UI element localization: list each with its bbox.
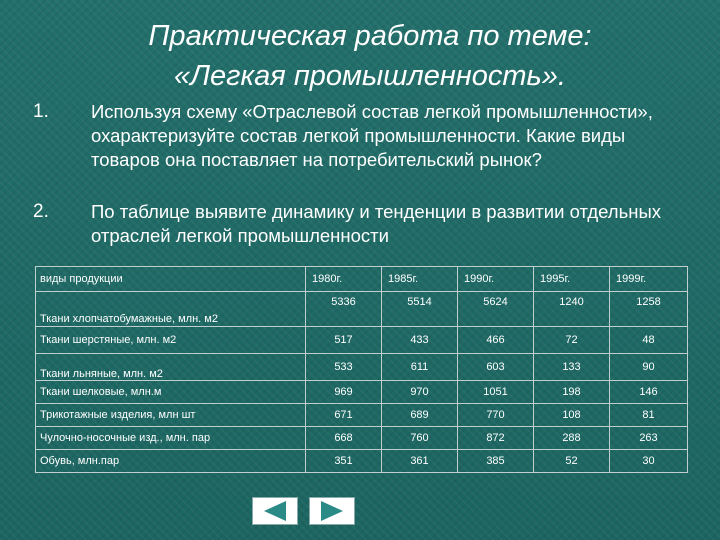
forward-button[interactable] bbox=[309, 497, 355, 525]
cell-value: 52 bbox=[534, 450, 610, 473]
cell-value: 361 bbox=[382, 450, 458, 473]
cell-value: 198 bbox=[534, 381, 610, 404]
cell-value: 133 bbox=[534, 354, 610, 381]
cell-value: 146 bbox=[610, 381, 688, 404]
cell-value: 288 bbox=[534, 427, 610, 450]
row-label: Трикотажные изделия, млн шт bbox=[36, 404, 306, 427]
cell-value: 1258 bbox=[610, 292, 688, 327]
slide-title-line2: «Легкая промышленность». bbox=[174, 60, 566, 92]
task-2-number: 2. bbox=[33, 201, 49, 222]
header-product-type: виды продукции bbox=[36, 267, 306, 292]
header-year: 1980г. bbox=[306, 267, 382, 292]
table-header-row bbox=[36, 267, 688, 292]
cell-value: 5624 bbox=[458, 292, 534, 327]
slide-title-line1: Практическая работа по теме: bbox=[148, 20, 592, 52]
header-year: 1990г. bbox=[458, 267, 534, 292]
task-2 bbox=[33, 200, 693, 250]
cell-value: 72 bbox=[534, 327, 610, 354]
table-row bbox=[36, 450, 688, 473]
row-label: Ткани шелковые, млн.м bbox=[36, 381, 306, 404]
task-1-text: Используя схему «Отраслевой состав легкой промышленности», охарактеризуйте состав легкой промышленности. Какие виды товаров она поставляет на потребительский рынок? bbox=[91, 101, 653, 170]
cell-value: 81 bbox=[610, 404, 688, 427]
cell-value: 108 bbox=[534, 404, 610, 427]
cell-value: 1240 bbox=[534, 292, 610, 327]
cell-value: 263 bbox=[610, 427, 688, 450]
cell-value: 433 bbox=[382, 327, 458, 354]
cell-value: 5336 bbox=[306, 292, 382, 327]
cell-value: 1051 bbox=[458, 381, 534, 404]
arrow-left-icon bbox=[253, 498, 297, 524]
back-button[interactable] bbox=[252, 497, 298, 525]
cell-value: 760 bbox=[382, 427, 458, 450]
row-label: Ткани льняные, млн. м2 bbox=[36, 354, 306, 381]
cell-value: 770 bbox=[458, 404, 534, 427]
table-row bbox=[36, 427, 688, 450]
arrow-right-icon bbox=[310, 498, 354, 524]
cell-value: 611 bbox=[382, 354, 458, 381]
cell-value: 48 bbox=[610, 327, 688, 354]
cell-value: 517 bbox=[306, 327, 382, 354]
header-year: 1995г. bbox=[534, 267, 610, 292]
cell-value: 689 bbox=[382, 404, 458, 427]
table-row bbox=[36, 404, 688, 427]
cell-value: 533 bbox=[306, 354, 382, 381]
cell-value: 30 bbox=[610, 450, 688, 473]
production-table bbox=[35, 266, 688, 473]
table-row bbox=[36, 327, 688, 354]
task-2-text: По таблице выявите динамику и тенденции в развитии отдельных отраслей легкой промышленности bbox=[91, 201, 661, 246]
cell-value: 603 bbox=[458, 354, 534, 381]
header-year: 1985г. bbox=[382, 267, 458, 292]
table-row bbox=[36, 292, 688, 327]
row-label: Ткани хлопчатобумажные, млн. м2 bbox=[36, 292, 306, 327]
task-1 bbox=[33, 100, 693, 200]
cell-value: 90 bbox=[610, 354, 688, 381]
table-row bbox=[36, 381, 688, 404]
cell-value: 351 bbox=[306, 450, 382, 473]
cell-value: 872 bbox=[458, 427, 534, 450]
task-1-number: 1. bbox=[33, 101, 49, 122]
cell-value: 970 bbox=[382, 381, 458, 404]
row-label: Ткани шерстяные, млн. м2 bbox=[36, 327, 306, 354]
table-row bbox=[36, 354, 688, 381]
row-label: Обувь, млн.пар bbox=[36, 450, 306, 473]
cell-value: 671 bbox=[306, 404, 382, 427]
cell-value: 969 bbox=[306, 381, 382, 404]
row-label: Чулочно-носочные изд., млн. пар bbox=[36, 427, 306, 450]
cell-value: 385 bbox=[458, 450, 534, 473]
cell-value: 466 bbox=[458, 327, 534, 354]
slide-title bbox=[60, 16, 680, 96]
cell-value: 5514 bbox=[382, 292, 458, 327]
header-year: 1999г. bbox=[610, 267, 688, 292]
cell-value: 668 bbox=[306, 427, 382, 450]
